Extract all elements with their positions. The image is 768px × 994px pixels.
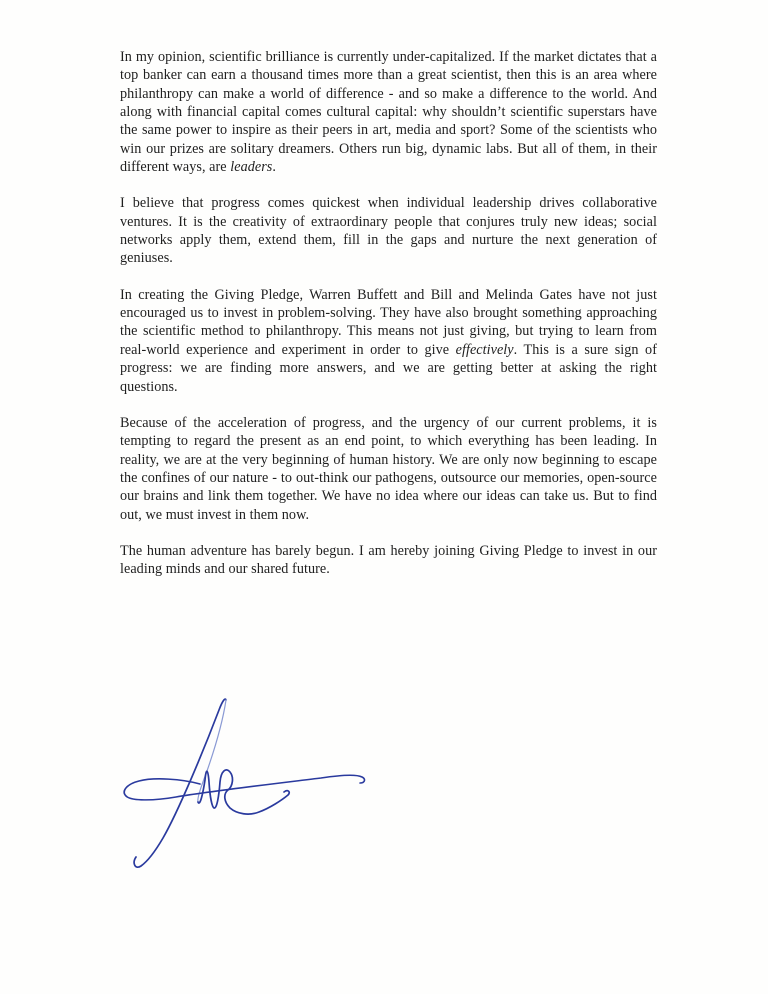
text-run: The human adventure has barely begun. I am hereby joining Giving Pledge to invest in our leading minds and our shared future.: [120, 542, 657, 578]
italic-text-run: leaders: [230, 159, 273, 176]
signature-stroke-diagonal: [134, 699, 226, 867]
text-run: I believe that progress comes quickest when individual leadership drives collaborative ventures. It is the creativity of extraordinary people that conjures truly new ideas; social networks apply them, extend them, fill in the gaps and nurture the next generation of geniuses.: [120, 195, 657, 267]
paragraph: [120, 48, 657, 176]
signature-svg: [100, 660, 420, 900]
paragraph: [120, 194, 657, 267]
text-run: . This is a sure sign of progress: we are finding more answers, and we are getting better at asking the right questions.: [120, 341, 657, 395]
text-run: In my opinion, scientific brilliance is currently under-capitalized. If the market dictates that a top banker can earn a thousand times more than a great scientist, then this is an area where philanthropy can make a world of difference - and so make a difference to the world. And along with financial capital comes cultural capital: why shouldn’t scientific superstars have the same power to inspire as their peers in art, media and sport? Some of the scientists who win our prizes are solitary dreamers. Others run big, dynamic labs. But all of them, in their different ways, are: [120, 49, 657, 176]
paragraph: [120, 542, 657, 579]
text-run: In creating the Giving Pledge, Warren Buffett and Bill and Melinda Gates have not just encouraged us to invest in problem-solving. They have also brought something approaching the scientific method to philanthropy. This means not just giving, but trying to learn from real-world experience and experiment in order to give: [120, 286, 657, 358]
letter-body: [120, 48, 657, 597]
paragraph: [120, 414, 657, 524]
paragraph: [120, 286, 657, 396]
signature: [100, 660, 420, 900]
text-run: .: [272, 159, 276, 176]
signature-stroke-horizontal: [124, 775, 364, 800]
italic-text-run: effectively: [455, 341, 514, 358]
text-run: Because of the acceleration of progress, and the urgency of our current problems, it is tempting to regard the present as an end point, to which everything has been leading. In reality, we are at the very beginning of human history. We are only now beginning to escape the confines of our nature - to out-think our pathogens, outsource our memories, open-source our brains and link them together. We have no idea where our ideas can take us. But to find out, we must invest in them now.: [120, 414, 657, 523]
